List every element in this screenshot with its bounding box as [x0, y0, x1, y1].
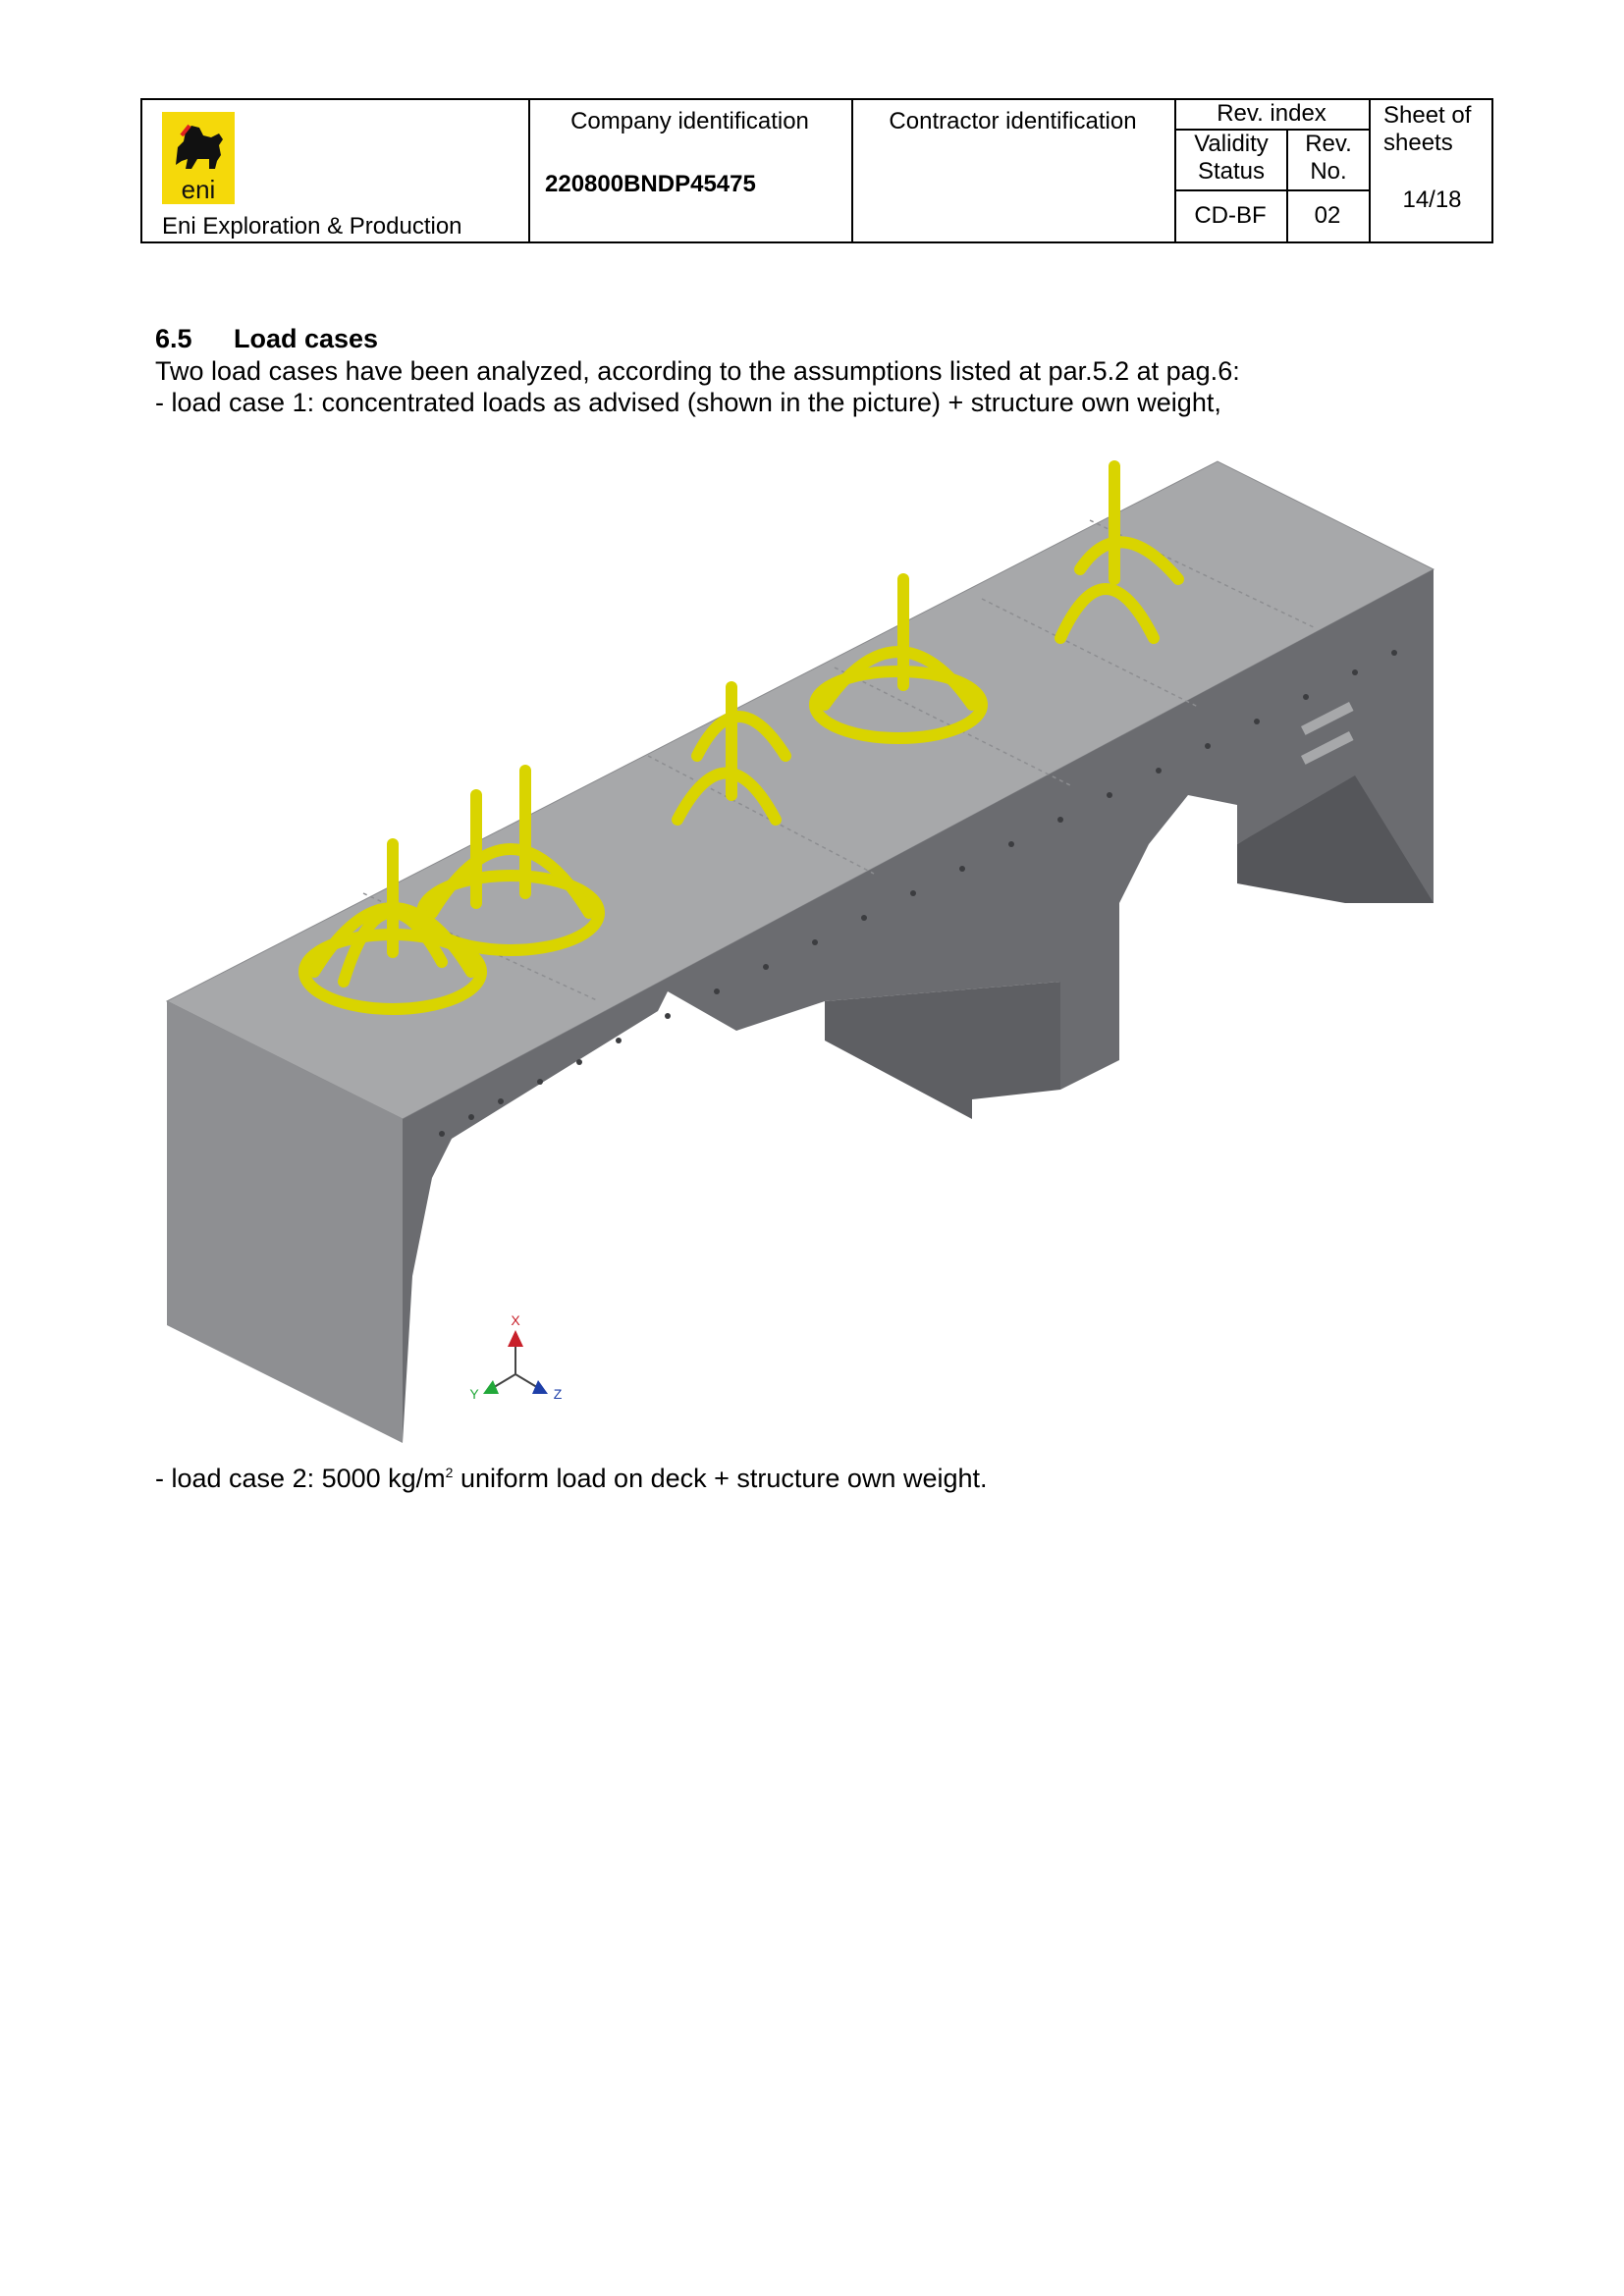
rev-index-label: Rev. index [1217, 100, 1326, 127]
section-number: 6.5 [155, 324, 192, 353]
document-header-table [140, 98, 1493, 243]
z-axis-label: Z [553, 1386, 563, 1402]
company-id-label: Company identification [570, 108, 809, 134]
section-intro: Two load cases have been analyzed, according to the assumptions listed at par.5.2 at pag.6: [155, 356, 1240, 386]
z-axis-arrow [532, 1380, 548, 1394]
sheet-value: 14/18 [1402, 187, 1462, 213]
header-divider [1369, 100, 1371, 241]
contractor-id-label: Contractor identification [889, 108, 1137, 134]
sheet-label: Sheet of sheets [1383, 102, 1472, 156]
dog-icon [162, 112, 235, 204]
validity-status-value: CD-BF [1194, 202, 1267, 229]
support-leg [825, 982, 1060, 1119]
company-id-value: 220800BNDP45475 [545, 171, 756, 197]
validity-status-label: Validity Status [1194, 131, 1269, 185]
company-name: Eni Exploration & Production [162, 213, 462, 240]
eni-logo [162, 112, 235, 204]
load-case-2-suffix: uniform load on deck + structure own weight. [453, 1464, 988, 1493]
load-case-2 [155, 1457, 988, 1494]
y-axis-arrow [483, 1380, 499, 1394]
x-axis-arrow [508, 1330, 523, 1347]
load-case-2-text: - load case 2: 5000 kg/m [155, 1464, 446, 1493]
structure-load-figure [147, 432, 1453, 1453]
section-title: Load cases [234, 324, 379, 353]
rev-no-value: 02 [1314, 202, 1341, 229]
coordinate-triad [469, 1312, 562, 1402]
svg-text:eni: eni [181, 175, 216, 204]
x-axis-label: X [511, 1312, 520, 1328]
load-case-1: - load case 1: concentrated loads as advised (shown in the picture) + structure own weight, [155, 388, 1221, 417]
superscript: 2 [445, 1465, 454, 1480]
section-heading [155, 324, 378, 354]
rev-no-label: Rev. No. [1305, 131, 1352, 185]
header-divider [1174, 189, 1369, 191]
y-axis-label: Y [469, 1386, 479, 1402]
